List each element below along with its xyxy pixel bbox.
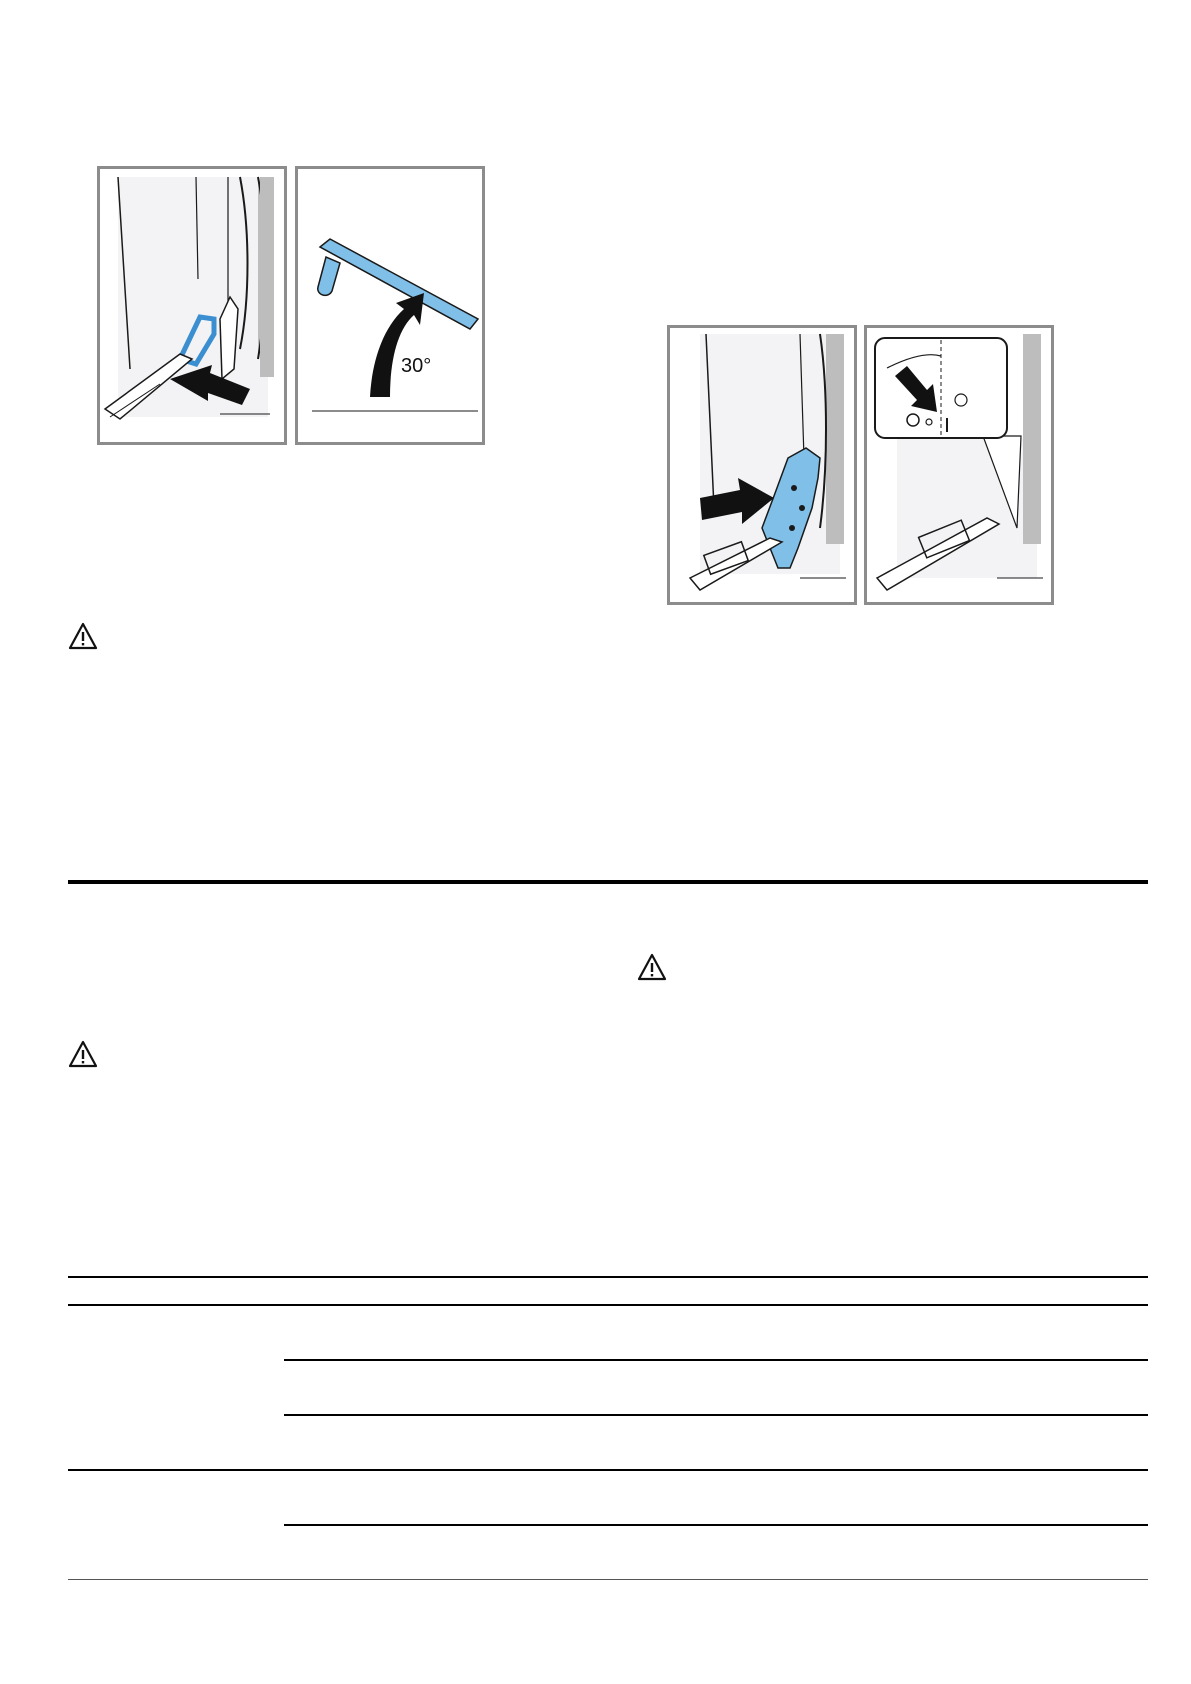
warning-triangle-icon [68, 1040, 98, 1068]
rail-insert-illustration [100, 169, 284, 442]
table-row-rule [284, 1414, 1148, 1416]
rail-tilt-illustration [298, 169, 482, 442]
rail-mount-illustration [670, 328, 854, 602]
rail-detail-illustration [867, 328, 1051, 602]
table-row-rule [284, 1359, 1148, 1361]
warning-triangle-icon [68, 622, 98, 650]
table-header-bottom-rule [68, 1304, 1148, 1306]
table-group-rule [68, 1469, 1148, 1471]
rail-insert-figure [97, 166, 287, 445]
angle-label: 30° [401, 355, 432, 377]
table-row-rule [284, 1524, 1148, 1526]
rail-tilt-figure [295, 166, 485, 445]
table-bottom-rule [68, 1579, 1148, 1580]
section-divider [68, 880, 1148, 884]
table-header-top-rule [68, 1276, 1148, 1278]
rail-detail-figure [864, 325, 1054, 605]
warning-triangle-icon [637, 953, 667, 981]
rail-mount-figure [667, 325, 857, 605]
table [68, 1276, 1148, 1586]
